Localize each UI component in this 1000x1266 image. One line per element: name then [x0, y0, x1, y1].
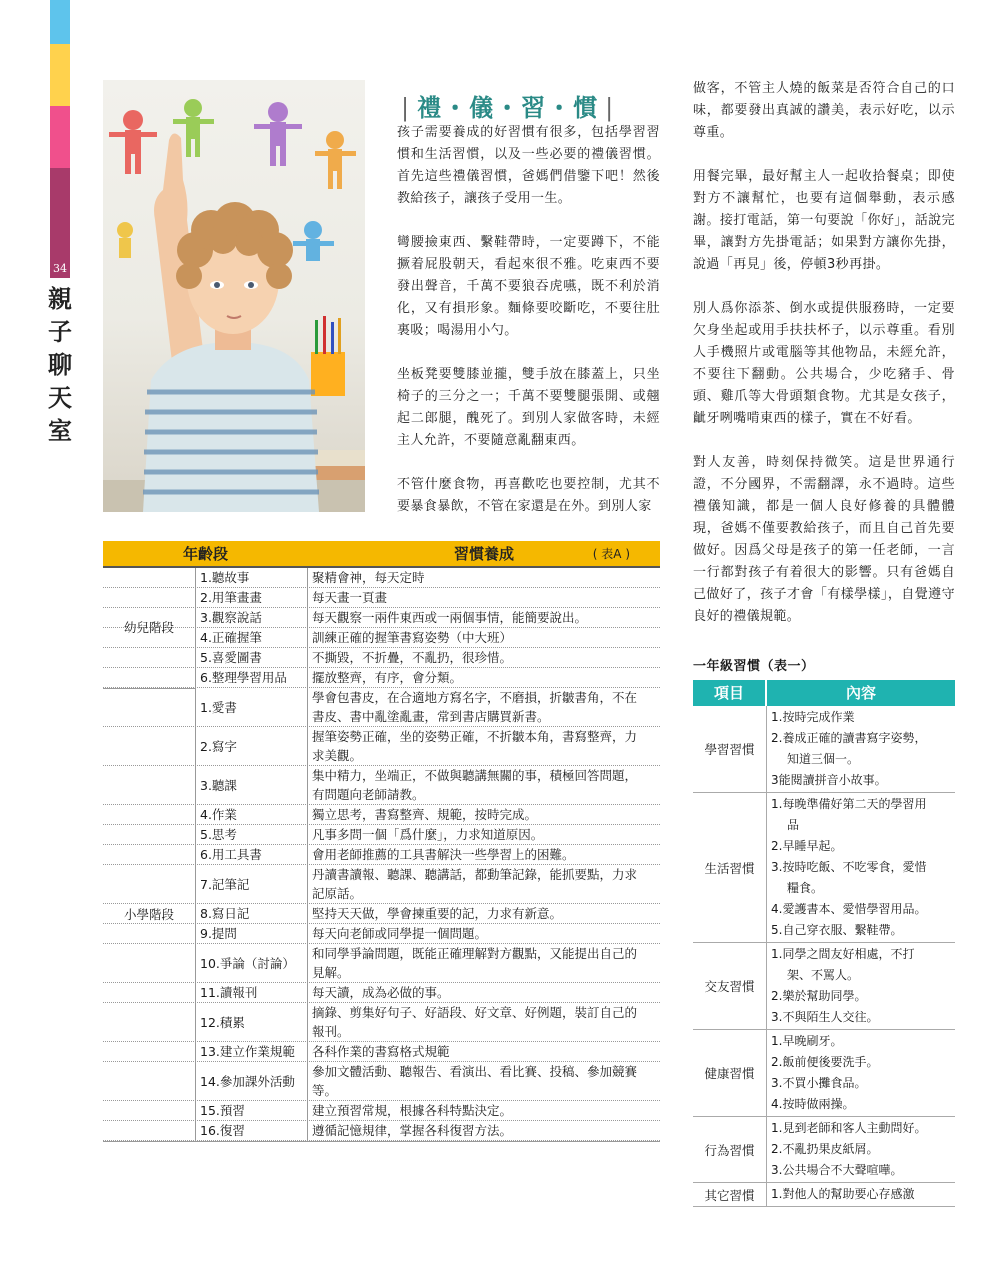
content-line: 3.不買小攤食品。 [771, 1076, 867, 1090]
habit-item: 14.參加課外活動 [195, 1062, 308, 1100]
table-row [103, 766, 660, 805]
content-line: 2.樂於幫助同學。 [771, 989, 867, 1003]
heading-text: 禮・儀・習・慣 [417, 93, 600, 122]
habit-item: 5.喜愛圖書 [195, 648, 308, 667]
description-line: 握筆姿勢正確，坐的姿勢正確，不折皺本角，書寫整齊，力 [312, 729, 638, 744]
habit-description [308, 1121, 660, 1140]
table-row [103, 924, 660, 944]
table-row [103, 1101, 660, 1121]
habit-description [308, 904, 660, 923]
table-row [103, 688, 660, 727]
title-char: 子 [48, 317, 72, 346]
table-a-body [103, 568, 660, 1142]
table-1-header [693, 680, 955, 706]
description-line: 建立預習常規，根據各科特點決定。 [312, 1103, 513, 1118]
habit-item: 8.寫日記 [195, 904, 308, 923]
table-row [103, 1062, 660, 1101]
group-divider [103, 688, 195, 689]
content-line: 3能閱讀拼音小故事。 [771, 773, 887, 787]
habit-description [308, 568, 660, 587]
habit-item: 15.預習 [195, 1101, 308, 1120]
habit-item: 4.作業 [195, 805, 308, 824]
content-line: 1.按時完成作業 [771, 710, 855, 724]
content-line: 糧食。 [787, 881, 824, 895]
grade-one-habit-table [693, 680, 955, 1207]
content-line: 1.每晚準備好第二天的學習用 [771, 797, 927, 811]
table-row [103, 825, 660, 845]
habit-description [308, 944, 660, 982]
color-strip-pink [50, 106, 70, 168]
habit-description [308, 766, 660, 804]
paragraph: 對人友善，時刻保持微笑。這是世界通行證，不分國界，不需翻譯，永不過時。這些禮儀知識，都是一個人良好修養的具體體現，爸媽不僅要教給孩子，而且自己首先要做好。因爲父母是孩子的第一任老師，一言一行都對孩子有着很大的影響。只有爸媽自己做好了，孩子才會「有樣學樣」，自覺遵守良好的禮儀規範。 [693, 455, 955, 624]
paragraph: 不管什麼食物，再喜歡吃也要控制，尤其不要暴食暴飲，不管在家還是在外。到別人家 [397, 477, 660, 514]
description-line: 集中精力，坐端正，不做與聽講無關的事，積極回答問題， [312, 768, 638, 783]
description-line: 求美觀。 [312, 748, 363, 763]
habit-item: 4.正確握筆 [195, 628, 308, 647]
habit-item: 7.記筆記 [195, 865, 308, 903]
habit-item: 9.提問 [195, 924, 308, 943]
description-line: 每天向老師或同學提一個問題。 [312, 926, 488, 941]
content-line: 1.見到老師和客人主動問好。 [771, 1121, 927, 1135]
content-line: 5.自己穿衣服、繫鞋帶。 [771, 923, 903, 937]
content-line: 4.按時做兩操。 [771, 1097, 855, 1111]
description-line: 每天觀察一兩件東西或一兩個事情，能簡要說出。 [312, 610, 588, 625]
habit-item: 1.愛書 [195, 688, 308, 726]
habit-category: 生活習慣 [693, 793, 767, 942]
description-line: 會用老師推薦的工具書解決一些學習上的困難。 [312, 847, 575, 862]
habit-description [308, 1042, 660, 1061]
habit-item: 11.讀報刊 [195, 983, 308, 1002]
content-line: 1.對他人的幫助要心存感激 [771, 1187, 915, 1201]
vertical-section-title [47, 282, 73, 447]
stage-label: 幼兒階段 [123, 620, 174, 635]
table-row [103, 805, 660, 825]
col-header-habit: 習慣養成 [453, 545, 514, 563]
section-heading: | 禮・儀・習・慣 | [401, 93, 616, 122]
habit-category: 學習習慣 [693, 706, 767, 792]
table-row [103, 727, 660, 766]
habit-description [308, 1062, 660, 1100]
habit-item: 6.用工具書 [195, 845, 308, 864]
habit-description [308, 727, 660, 765]
habit-item: 2.用筆畫畫 [195, 588, 308, 607]
title-char: 親 [48, 284, 72, 313]
description-line: 書皮、書中亂塗亂畫，常到書店購買新書。 [312, 709, 550, 724]
col-header-content: 內容 [765, 680, 955, 706]
photo-illustration [103, 80, 365, 512]
habit-content [767, 1117, 955, 1182]
content-line: 3.公共場合不大聲喧嘩。 [771, 1163, 903, 1177]
table-1-body [693, 706, 955, 1207]
paragraph: 用餐完畢，最好幫主人一起收拾餐桌；即使對方不讓幫忙，也要有這個舉動，表示感謝。接打電話，第一句要說「你好」，話說完畢，讓對方先掛電話；如果對方讓你先掛，說過「再見」後，停頓3秒再掛。 [693, 169, 955, 272]
description-line: 獨立思考，書寫整齊、規範，按時完成。 [312, 807, 538, 822]
table-row [103, 845, 660, 865]
habit-description [308, 865, 660, 903]
habit-category: 健康習慣 [693, 1030, 767, 1116]
habit-description [308, 648, 660, 667]
table-row [103, 1003, 660, 1042]
title-char: 室 [48, 416, 72, 445]
table-row [103, 588, 660, 608]
habit-category: 交友習慣 [693, 943, 767, 1029]
content-line: 1.同學之間友好相處，不打 [771, 947, 915, 961]
table-row [103, 648, 660, 668]
habit-item: 13.建立作業規範 [195, 1042, 308, 1061]
habit-description [308, 668, 660, 687]
table-row [693, 1117, 955, 1183]
habit-category: 行為習慣 [693, 1117, 767, 1182]
description-line: 摘錄、剪集好句子、好語段、好文章、好例題，裝訂自己的 [312, 1005, 638, 1020]
habit-description [308, 845, 660, 864]
description-line: 不撕毀，不折疊，不亂扔，很珍惜。 [312, 650, 513, 665]
title-char: 天 [48, 383, 72, 412]
paragraph: 彎腰撿東西、繫鞋帶時，一定要蹲下，不能撅着屁股朝天，看起來很不雅。吃東西不要發出聲音，千萬不要狼吞虎嚥，既不利於消化，又有損形象。麵條要咬斷吃，不要往肚裏吸；喝湯用小勺。 [397, 235, 660, 338]
habit-description [308, 983, 660, 1002]
table-row [693, 793, 955, 943]
habit-description [308, 608, 660, 627]
table-bottom-rule [103, 1141, 660, 1142]
habit-item: 6.整理學習用品 [195, 668, 308, 687]
description-line: 每天畫一頁畫 [312, 590, 388, 605]
description-line: 每天讀，成為必做的事。 [312, 985, 450, 1000]
page-number: 34 [50, 260, 70, 278]
paragraph: 孩子需要養成的好習慣有很多，包括學習習慣和生活習慣，以及一些必要的禮儀習慣。首先這些禮儀習慣，爸媽們借鑒下吧！然後教給孩子，讓孩子受用一生。 [397, 125, 660, 206]
content-line: 1.早晚刷牙。 [771, 1034, 843, 1048]
body-column-right [693, 78, 955, 650]
table-row [103, 1042, 660, 1062]
habit-content [767, 1030, 955, 1116]
content-line: 知道三個一。 [787, 752, 860, 766]
habit-content [767, 1183, 955, 1206]
stage-label: 小學階段 [123, 906, 174, 922]
content-line: 品 [787, 818, 800, 832]
content-line: 2.早睡早起。 [771, 839, 843, 853]
description-line: 記原話。 [312, 886, 363, 901]
description-line: 學會包書皮，在合適地方寫名字，不磨損，折皺書角，不在 [312, 690, 638, 705]
description-line: 和同學爭論問題，既能正確理解對方觀點，又能提出自己的 [312, 946, 638, 961]
table-row [693, 1183, 955, 1207]
description-line: 聚精會神，每天定時 [312, 570, 425, 585]
habit-item: 5.思考 [195, 825, 308, 844]
habit-content [767, 943, 955, 1029]
content-line: 2.飯前便後要洗手。 [771, 1055, 879, 1069]
photo-boy-raising-hand [103, 80, 365, 512]
content-line: 2.養成正確的讀書寫字姿勢， [771, 731, 927, 745]
description-line: 凡事多問一個「爲什麼」，力求知道原因。 [312, 827, 544, 842]
habit-table-a [103, 541, 660, 1142]
habit-description [308, 1101, 660, 1120]
description-line: 參加文體活動、聽報告、看演出、看比賽、投稿、參加競賽 [312, 1064, 638, 1079]
color-strip-plum [50, 168, 70, 260]
paragraph: 做客，不管主人燒的飯菜是否符合自己的口味，都要發出真誠的讚美，表示好吃，以示尊重。 [693, 81, 955, 140]
description-line: 等。 [312, 1083, 338, 1098]
content-line: 3.按時吃飯、不吃零食，愛惜 [771, 860, 927, 874]
table-1-title: 一年級習慣（表一） [693, 659, 815, 674]
description-line: 見解。 [312, 965, 350, 980]
paragraph: 坐板凳要雙膝並攏，雙手放在膝蓋上，只坐椅子的三分之一；千萬不要雙腿張開、或翹起二郎腿，醜死了。到別人家做客時，未經主人允許，不要隨意亂翻東西。 [397, 367, 660, 448]
habit-item: 2.寫字 [195, 727, 308, 765]
color-strip-yellow [50, 44, 70, 106]
description-line: 訓練正確的握筆書寫姿勢（中大班） [312, 630, 513, 645]
habit-description [308, 688, 660, 726]
habit-description [308, 588, 660, 607]
table-row [693, 943, 955, 1030]
content-line: 2.不亂扔果皮紙屑。 [771, 1142, 879, 1156]
table-row [693, 1030, 955, 1117]
habit-content [767, 793, 955, 942]
habit-item: 1.聽故事 [195, 568, 308, 587]
content-line: 3.不與陌生人交往。 [771, 1010, 879, 1024]
col-header-stage: 年齡段 [182, 545, 228, 563]
content-line: 架、不罵人。 [787, 968, 860, 982]
col-header-item: 項目 [713, 684, 744, 702]
description-line: 有問題向老師請教。 [312, 787, 425, 802]
body-column-middle [397, 122, 660, 540]
table-row [103, 568, 660, 588]
habit-content [767, 706, 955, 792]
color-strip-blue [50, 0, 70, 44]
habit-description [308, 825, 660, 844]
habit-item: 10.爭論（討論） [195, 944, 308, 982]
table-row [103, 944, 660, 983]
habit-description [308, 628, 660, 647]
description-line: 丹讀書讀報、聽課、聽講話，都動筆記錄，能抓要點，力求 [312, 867, 638, 882]
description-line: 擺放整齊，有序，會分類。 [312, 670, 463, 685]
table-row [103, 668, 660, 688]
description-line: 堅持天天做，學會揀重要的記，力求有新意。 [312, 906, 563, 921]
habit-item: 12.積累 [195, 1003, 308, 1041]
habit-description [308, 924, 660, 943]
paragraph: 別人爲你添茶、倒水或提供服務時，一定要欠身坐起或用手扶扶杯子，以示尊重。看別人手機照片或電腦等其他物品，未經允許，不要往下翻動。公共場合，少吃豬手、骨頭、雞爪等大骨頭類食物。尤其是女孩子，齜牙咧嘴啃東西的樣子，實在不好看。 [693, 301, 955, 426]
description-line: 報刊。 [312, 1024, 350, 1039]
table-row [103, 865, 660, 904]
description-line: 遵循記憶規律，掌握各科復習方法。 [312, 1123, 513, 1138]
title-char: 聊 [48, 350, 72, 379]
content-line: 4.愛護書本、愛惜學習用品。 [771, 902, 927, 916]
table-row [693, 706, 955, 793]
habit-description [308, 805, 660, 824]
habit-category: 其它習慣 [693, 1183, 767, 1206]
table-tag: ( 表A ) [592, 547, 630, 561]
habit-item: 16.復習 [195, 1121, 308, 1140]
habit-item: 3.觀察說話 [195, 608, 308, 627]
table-row [103, 983, 660, 1003]
habit-item: 3.聽課 [195, 766, 308, 804]
table-a-header [103, 541, 660, 568]
table-row [103, 1121, 660, 1141]
habit-description [308, 1003, 660, 1041]
description-line: 各科作業的書寫格式規範 [312, 1044, 450, 1059]
